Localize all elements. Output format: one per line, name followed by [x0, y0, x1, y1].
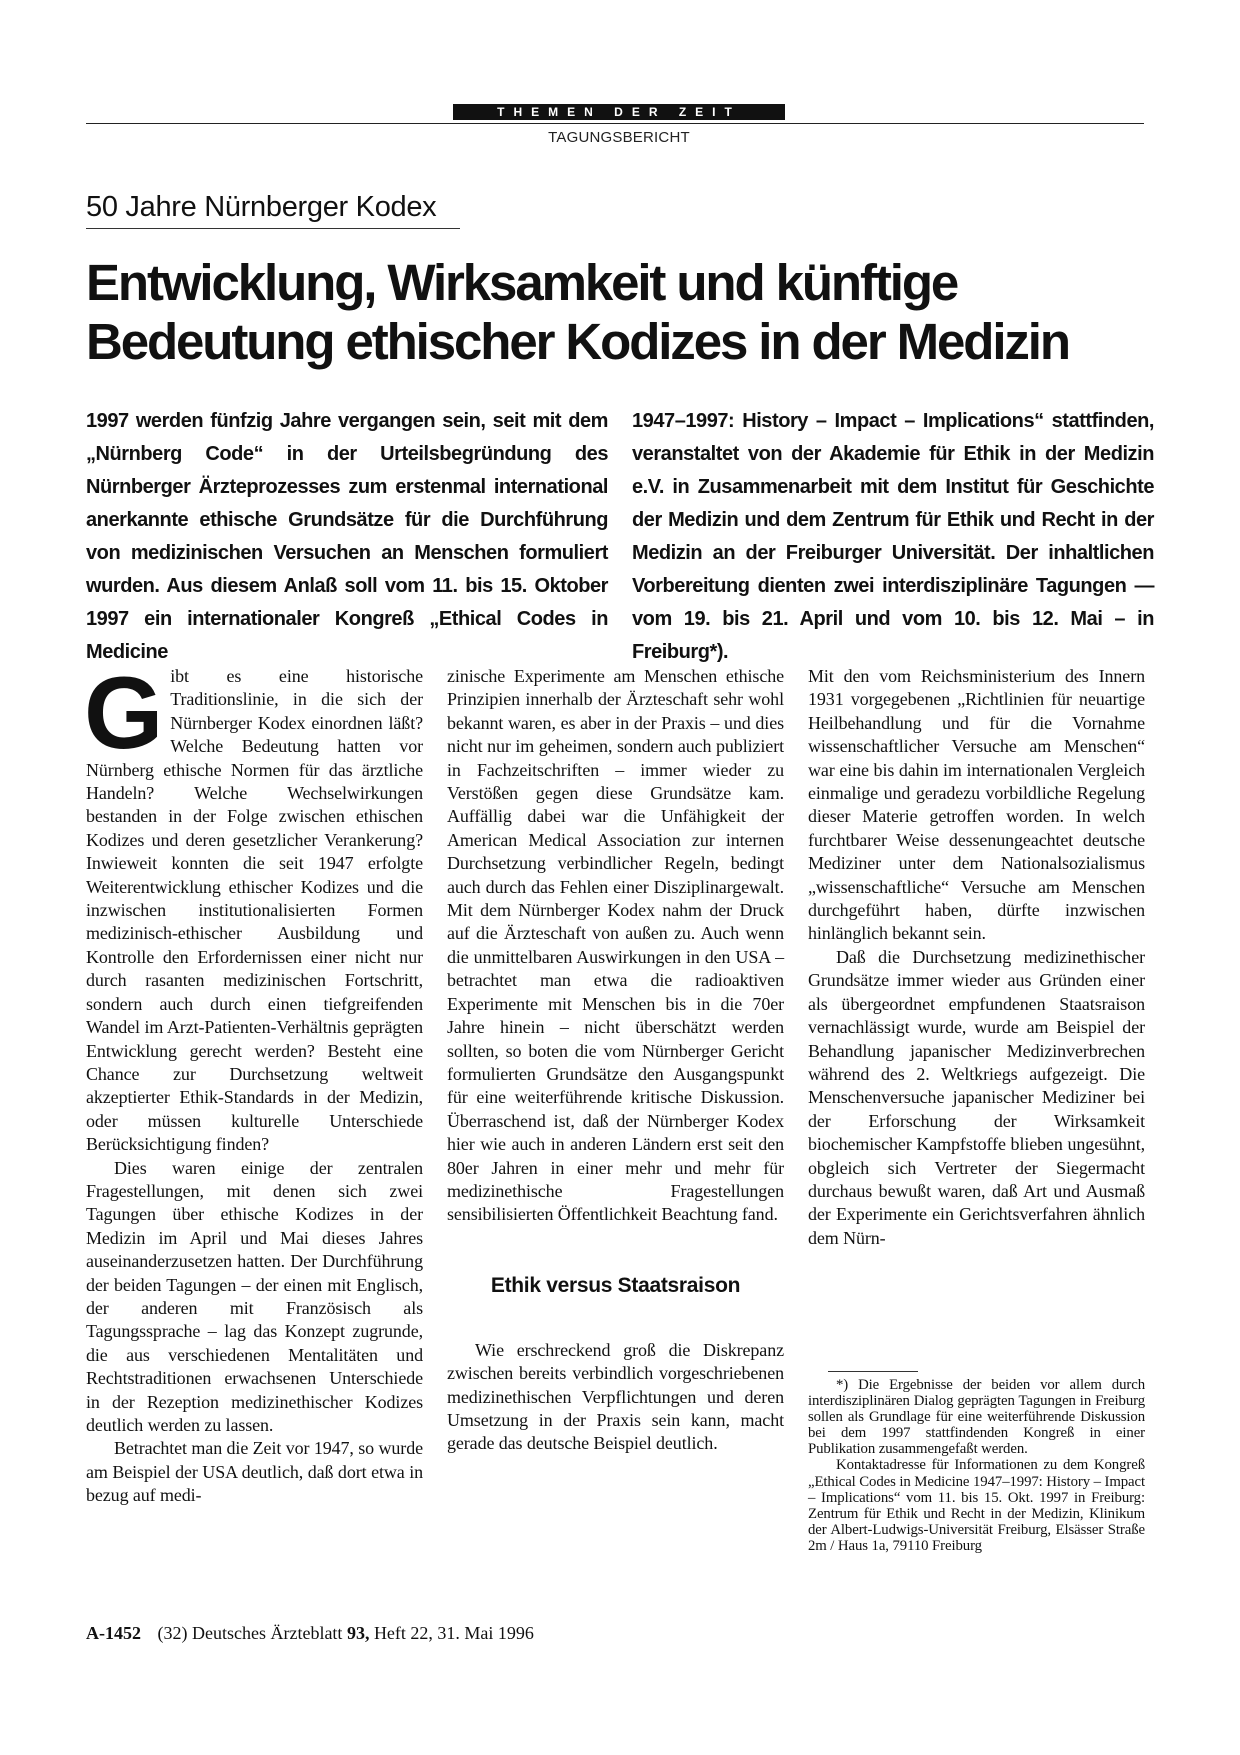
- lead-right: 1947–1997: History – Impact – Implications“ stattfinden, veranstaltet von der Akademie für Ethik in der Medizin e.V. in Zusammenarbeit mit dem Institut für Geschichte der Medizin und dem Zentrum für Ethik und Recht in der Medizin an der Freiburger Universität. Der inhaltlichen Vorbereitung dienten zwei interdisziplinäre Tagungen — vom 19. bis 21. April und vom 10. bis 12. Mai – in Freiburg*).: [632, 410, 1154, 663]
- section-label: TAGUNGSBERICHT: [548, 129, 690, 146]
- footnote-rule: [828, 1371, 918, 1372]
- paragraph: Wie erschreckend groß die Diskrepanz zwischen bereits verbindlich vorgeschriebenen medizinethischen Verpflichtungen und deren Umsetzung in der Praxis sein kann, macht gerade das deutsche Beispiel deutlich.: [447, 1339, 784, 1454]
- body-column-1: [84, 656, 423, 1508]
- page-footer: [86, 1623, 534, 1644]
- page-number: A-1452: [86, 1623, 141, 1643]
- paragraph: zinische Experimente am Menschen ethische Prinzipien innerhalb der Ärzteschaft sehr wohl bekannt waren, es aber in der Praxis – und dies nicht nur im geheimen, sondern auch publiziert in Fachzeitschriften – immer wieder zu Verstößen gegen diese Grundsätze kam. Auffällig dabei war die Unfähigkeit der American Medical Association zur internen Durchsetzung verbindlicher Regeln, bedingt auch durch das Fehlen einer Disziplinargewalt. Mit dem Nürnberger Kodex nahm der Druck auf die Ärzteschaft von außen zu. Auch wenn die unmittelbaren Auswirkungen in den USA – betrachtet man etwa die radioaktiven Experimente mit Menschen bis in die 70er Jahre hinein – nicht überschätzt werden sollten, so boten die vom Nürnberger Gericht formulierten Grundsätze den Ausgangspunkt für eine weiterführende kritische Diskussion. Überraschend ist, daß der Nürnberger Kodex hier wie auch in anderen Ländern erst seit den 80er Jahren in einer mehr und mehr für medizinethische Fragestellungen sensibilisierten Öffentlichkeit Beachtung fand.: [447, 666, 784, 1225]
- footnotes: [808, 1377, 1145, 1554]
- headline-line-1: Entwicklung, Wirksamkeit und künftige: [86, 254, 958, 311]
- headline: [86, 253, 1156, 371]
- issue: Heft 22, 31. Mai 1996: [373, 1623, 534, 1643]
- body-column-3: [808, 665, 1145, 1250]
- paragraph-text: ibt es eine historische Traditionslinie, in die sich der Nürnberger Kodex einordnen läßt? Welche Bedeutung hatten vor Nürnberg ethische Normen für das ärztliche Handeln? Welche Wechselwirkungen bestanden in der Folge zwischen ethischen Kodizes und deren gesetzlicher Verankerung? Inwieweit konnten die seit 1947 erfolgte Weiterentwicklung ethischer Kodizes und die inzwischen institutionalisierten Formen medizinisch-ethischer Ausbildung und Kontrolle den Erfordernissen einer nicht nur durch rasanten medizinischen Fortschritt, sondern auch durch einen tiefgreifenden Wandel im Arzt-Patienten-Verhältnis geprägten Entwicklung gerecht werden? Besteht eine Chance zur Durchsetzung weltweit akzeptierter Ethik-Standards in der Medizin, oder müssen kulturelle Unterschiede Berücksichtigung finden?: [86, 666, 423, 1155]
- body-column-2: [447, 665, 784, 1456]
- paragraph: Dies waren einige der zentralen Fragestellungen, mit denen sich zwei Tagungen über ethische Kodizes in der Medizin im April und Mai dieses Jahres auseinanderzusetzen hatten. Der Durchführung der beiden Tagungen – der einen mit Englisch, der anderen mit Französisch als Tagungssprache – lag das Konzept zugrunde, die aus verschiedenen Mentalitäten und Rechtstraditionen erwachsenen Unterschiede in der Rezeption medizinethischer Kodizes deutlich werden zu lassen.: [86, 1157, 423, 1435]
- paragraph: [84, 656, 423, 1157]
- volume: 93,: [346, 1623, 370, 1643]
- footnote: Kontaktadresse für Informationen zu dem Kongreß „Ethical Codes in Medicine 1947–1997: History – Impact – Implications“ vom 11. bis 15. Okt. 1997 in Freiburg: Zentrum für Ethik und Recht in der Medizin, Klinikum der Albert-Ludwigs-Universität Freiburg, Elsässer Straße 2m / Haus 1a, 79110 Freiburg: [808, 1457, 1145, 1554]
- subheading: Ethik versus Staatsraison: [490, 1273, 741, 1297]
- paragraph: Daß die Durchsetzung medizinethischer Grundsätze immer wieder aus Gründen einer als übergeordnet empfundenen Staatsraison vernachlässigt wurde, wurde am Beispiel der Behandlung japanischer Medizinverbrechen während des 2. Weltkriegs aufgezeigt. Die Menschenversuche japanischer Mediziner bei der Erforschung der Wirksamkeit biochemischer Kampfstoffe blieben ungesühnt, obgleich sich Vertreter der Siegermacht durchaus bewußt waren, daß Art und Ausmaß der Experimente ein Gerichtsverfahren ähnlich dem Nürn-: [808, 946, 1145, 1248]
- footnote: *) Die Ergebnisse der beiden vor allem durch interdisziplinären Dialog geprägten Tagungen in Freiburg sollen als Grundlage für eine weiterführende Diskussion bei dem 1997 stattfindenden Kongreß in einer Publikation zusammengefaßt werden.: [808, 1377, 1145, 1458]
- header-rule: [86, 123, 1144, 124]
- lead-left: 1997 werden fünfzig Jahre vergangen sein, seit mit dem „Nürnberg Code“ in der Urteilsbegründung des Nürnberger Ärzteprozesses zum erstenmal international anerkannte ethische Grundsätze für die Durchführung von medizinischen Versuchen an Menschen formuliert wurden. Aus diesem Anlaß soll vom 11. bis 15. Oktober 1997 ein internationaler Kongreß „Ethical Codes in Medicine: [86, 410, 608, 663]
- rubric-banner: THEMEN DER ZEIT: [453, 104, 785, 120]
- paragraph: Mit den vom Reichsministerium des Innern 1931 vorgegebenen „Richtlinien für neuartige Heilbehandlung und für die Vornahme wissenschaftlicher Versuche am Menschen“ war eine bis dahin im internationalen Vergleich einmalige und geradezu vorbildliche Regelung dieser Materie getroffen worden. In welch furchtbarer Weise dessenungeachtet deutsche Mediziner unter dem Nationalsozialismus „wissenschaftliche“ Versuche am Menschen durchgeführt haben, dürfte inzwischen hinlänglich bekannt sein.: [808, 666, 1145, 944]
- paragraph: Betrachtet man die Zeit vor 1947, so wurde am Beispiel der USA deutlich, daß dort etwa in bezug auf medi-: [86, 1438, 423, 1506]
- kicker: 50 Jahre Nürnberger Kodex: [86, 190, 460, 229]
- drop-cap: G: [84, 656, 164, 770]
- headline-line-2: Bedeutung ethischer Kodizes in der Medizin: [86, 313, 1069, 370]
- source-prefix: (32) Deutsches Ärzteblatt: [157, 1623, 343, 1643]
